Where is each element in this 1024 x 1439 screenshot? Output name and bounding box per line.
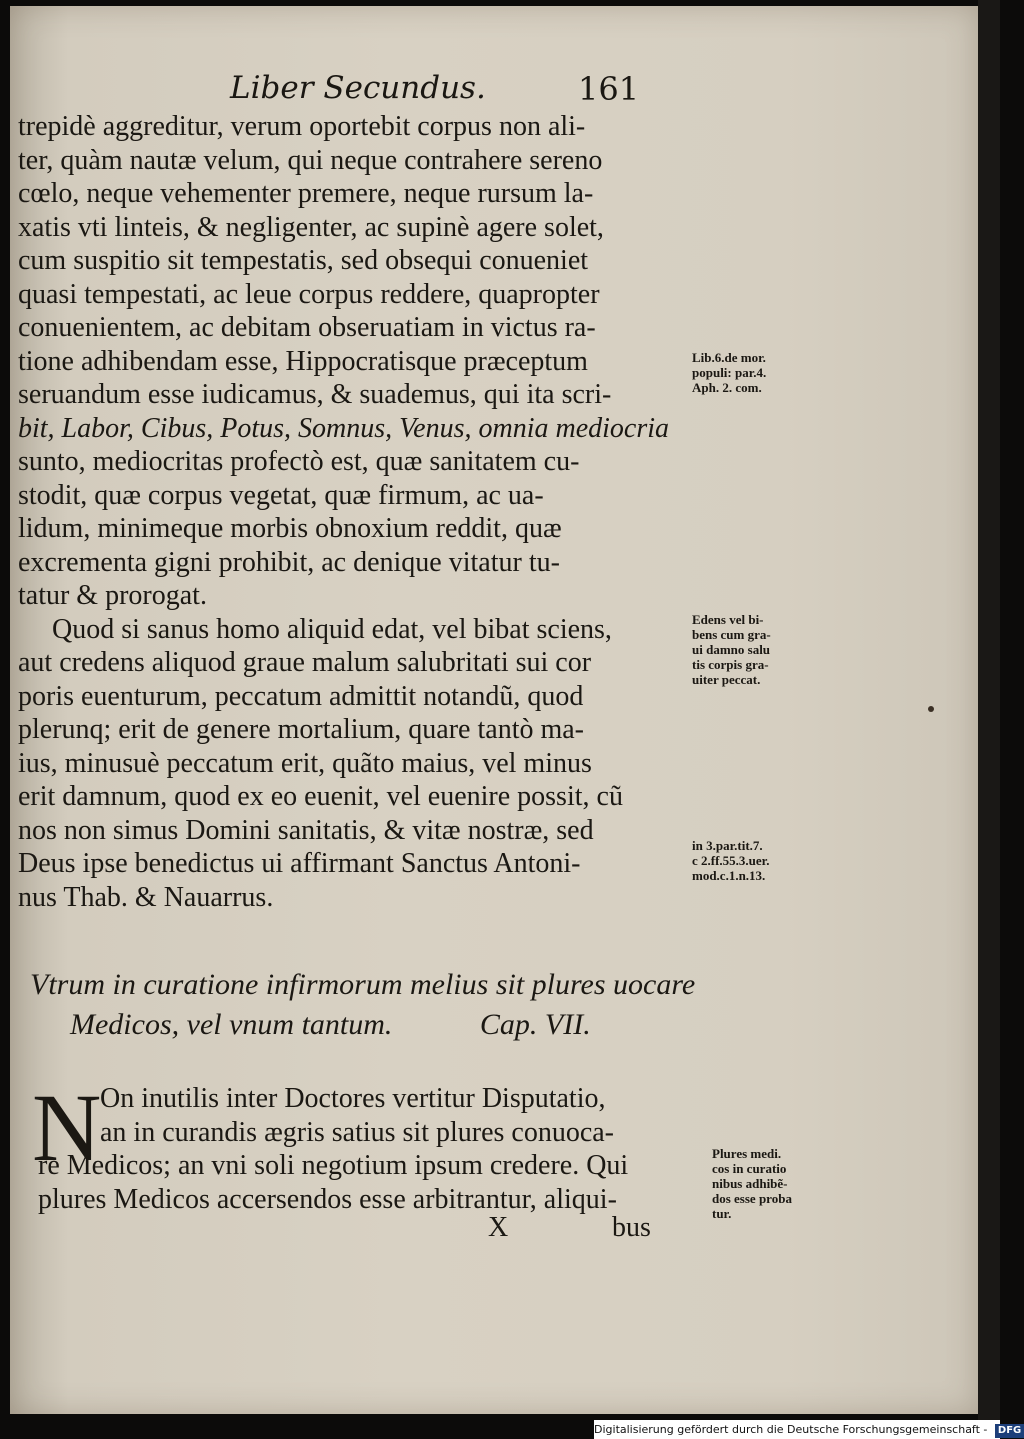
text-line: bit, Labor, Cibus, Potus, Somnus, Venus, omnia mediocria — [18, 412, 670, 444]
text-line: nus Thab. & Nauarrus. — [18, 881, 274, 913]
text-line: On inutilis inter Doctores vertitur Disputatio, — [100, 1083, 606, 1114]
text-line: stodit, quæ corpus vegetat, quæ firmum, ac ua- — [18, 479, 544, 511]
text-line: sunto, mediocritas profectò est, quæ sanitatem cu- — [18, 446, 580, 477]
chapter-body — [38, 1082, 690, 1216]
margin-note-reference — [692, 350, 822, 395]
margin-note-line: in 3.par.tit.7. — [692, 838, 763, 853]
margin-note-line: cos in curatio — [712, 1161, 787, 1176]
text-line: cœlo, neque vehementer premere, neque rursum la- — [18, 178, 594, 209]
body-text — [18, 110, 688, 914]
margin-note-line: Plures medi. — [712, 1146, 782, 1161]
chapter-title-text: Medicos, vel vnum tantum. — [70, 1008, 393, 1041]
chapter-heading — [30, 965, 710, 1045]
margin-note-line: Aph. 2. com. — [692, 380, 762, 395]
chapter-title-line: Vtrum in curatione infirmorum melius sit plures uocare — [30, 968, 696, 1001]
margin-note-line: c 2.ff.55.3.uer. — [692, 853, 770, 868]
chapter-number: Cap. VII. — [479, 1008, 591, 1041]
running-title: Liber Secundus. — [230, 70, 486, 106]
signature-mark: X — [488, 1212, 509, 1243]
page-header — [0, 70, 1000, 110]
margin-note-line: mod.c.1.n.13. — [692, 868, 766, 883]
text-line: plerunq; erit de genere mortalium, quare tantò ma- — [18, 714, 585, 745]
text-line: tione adhibendam esse, Hippocratisque præceptum — [18, 345, 588, 377]
text-line: Deus ipse benedictus ui affirmant Sanctus Antoni- — [18, 848, 581, 879]
margin-note-line: populi: par.4. — [692, 365, 767, 380]
text-line: cum suspitio sit tempestatis, sed obsequi conueniet — [18, 245, 589, 276]
text-line: seruandum esse iudicamus, & suademus, qui ita scri- — [18, 379, 612, 410]
drop-cap: N — [32, 1074, 102, 1181]
margin-note-line: ui damno salu — [692, 642, 771, 657]
text-line: xatis vti linteis, & negligenter, ac supinè agere solet, — [18, 211, 604, 243]
text-line: aut credens aliquod graue malum salubritati sui cor — [18, 647, 592, 678]
margin-note-line: bens cum gra- — [692, 627, 771, 642]
page-edge-shadow — [978, 0, 1000, 1420]
margin-note-line: Lib.6.de mor. — [692, 350, 766, 365]
text-line: nos non simus Domini sanitatis, & vitæ nostræ, sed — [18, 814, 594, 846]
margin-note-line: nibus adhibẽ- — [712, 1176, 788, 1191]
dfg-logo: DFG — [995, 1424, 1024, 1438]
margin-note-line: dos esse proba — [712, 1191, 792, 1206]
text-line: Quod si sanus homo aliquid edat, vel bibat sciens, — [52, 613, 612, 645]
text-line: poris euenturum, peccatum admittit notandũ, quod — [18, 680, 584, 712]
text-line: quasi tempestati, ac leue corpus reddere, quapropter — [18, 278, 600, 310]
margin-note-line: tur. — [712, 1206, 732, 1221]
margin-note-summary — [692, 612, 822, 687]
text-line: tatur & prorogat. — [18, 580, 207, 611]
text-line: erit damnum, quod ex eo euenit, vel euenire possit, cũ — [18, 781, 623, 812]
margin-note-line: Edens vel bi- — [692, 612, 764, 627]
page-number: 161 — [578, 70, 640, 108]
text-line: trepidè aggreditur, verum oportebit corpus non ali- — [18, 111, 586, 142]
text-line: plures Medicos accersendos esse arbitrantur, aliqui- — [38, 1183, 617, 1215]
footer-text: Digitalisierung gefördert durch die Deutsche Forschungsgemeinschaft - — [594, 1423, 988, 1436]
catchword: bus — [612, 1212, 651, 1243]
text-line: ius, minusuè peccatum erit, quãto maius, vel minus — [18, 747, 592, 779]
text-line: lidum, minimeque morbis obnoxium reddit, quæ — [18, 513, 562, 544]
margin-note-citation — [692, 838, 822, 883]
text-line: excrementa gigni prohibit, ac denique vitatur tu- — [18, 546, 560, 578]
paper-speck — [928, 706, 934, 712]
margin-note-line: uiter peccat. — [692, 672, 761, 687]
margin-note-chapter — [712, 1146, 842, 1221]
chapter-title-line — [30, 1005, 710, 1045]
text-line: ter, quàm nautæ velum, qui neque contrahere sereno — [18, 144, 603, 176]
text-line: an in curandis ægris satius sit plures conuoca- — [100, 1116, 615, 1148]
margin-note-line: tis corpis gra- — [692, 657, 769, 672]
text-line: conuenientem, ac debitam obseruatiam in victus ra- — [18, 312, 596, 343]
footer-credit — [594, 1420, 1022, 1439]
text-line: re Medicos; an vni soli negotium ipsum credere. Qui — [38, 1150, 629, 1181]
